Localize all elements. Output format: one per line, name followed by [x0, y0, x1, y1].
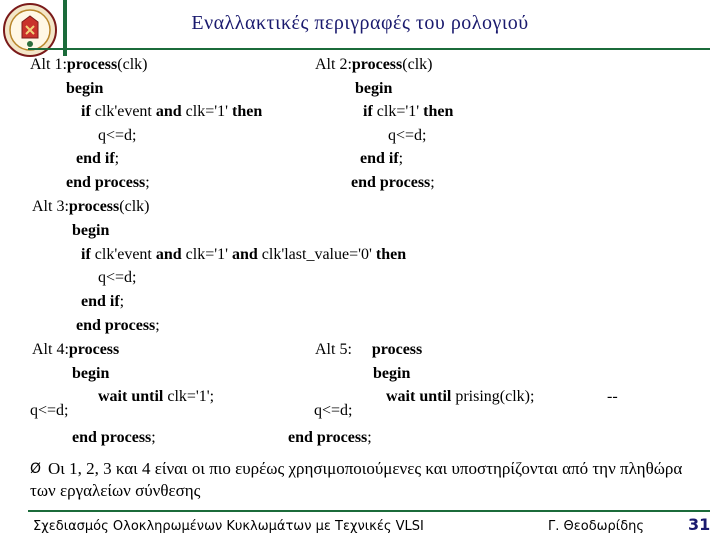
footer-course-title: Σχεδιασμός Ολοκληρωμένων Κυκλωμάτων με Τεχνικές VLSI	[33, 519, 424, 534]
alt4-line2: begin	[72, 365, 110, 382]
page-title: Εναλλακτικές περιγραφές του ρολογιού	[191, 12, 529, 34]
alt3-line6: end process;	[76, 317, 160, 334]
alt5-line5: end process;	[288, 429, 372, 446]
alt4-line3: wait until clk='1';	[98, 388, 215, 405]
alt1-line1: Alt 1:process(clk)	[30, 56, 148, 73]
alt5-line3: wait until prising(clk);	[386, 388, 535, 405]
alt2-line4: q<=d;	[388, 127, 427, 144]
alt1-line3: if clk'event and clk='1' then	[81, 103, 263, 120]
alt5-line1: Alt 5: process	[315, 341, 423, 358]
bullet-arrow-icon: Ø	[30, 461, 42, 477]
header-divider	[28, 48, 710, 50]
alt3-line5: end if;	[81, 293, 125, 310]
page-number: 31	[688, 515, 711, 534]
alt4-line5: end process;	[72, 429, 156, 446]
alt1-line4: q<=d;	[98, 127, 137, 144]
alt1-line2: begin	[66, 80, 104, 97]
alt2-line1: Alt 2:process(clk)	[315, 56, 433, 73]
alt5-line2: begin	[373, 365, 411, 382]
bullet-text: Οι 1, 2, 3 και 4 είναι οι πιο ευρέως χρησιμοποιούμενες και υποστηρίζονται από την πληθώρα των εργαλείων σύνθεσης	[30, 459, 683, 500]
alt3-line1: Alt 3:process(clk)	[32, 198, 150, 215]
alt1-line6: end process;	[66, 174, 150, 191]
alt2-line2: begin	[355, 80, 393, 97]
alt4-line4: q<=d;	[30, 402, 69, 419]
alt5-comment-marker: --	[607, 388, 618, 405]
footer-author: Γ. Θεοδωρίδης	[548, 519, 645, 534]
alt3-line4: q<=d;	[98, 269, 137, 286]
alt5-line4: q<=d;	[314, 402, 353, 419]
alt2-line3: if clk='1' then	[363, 103, 454, 120]
alt2-line6: end process;	[351, 174, 435, 191]
alt3-line3: if clk'event and clk='1' and clk'last_value='0' then	[81, 246, 407, 263]
alt2-line5: end if;	[360, 150, 404, 167]
alt1-line5: end if;	[76, 150, 120, 167]
alt4-line1: Alt 4:process	[32, 341, 120, 358]
alt3-line2: begin	[72, 222, 110, 239]
footer-divider	[28, 510, 710, 512]
